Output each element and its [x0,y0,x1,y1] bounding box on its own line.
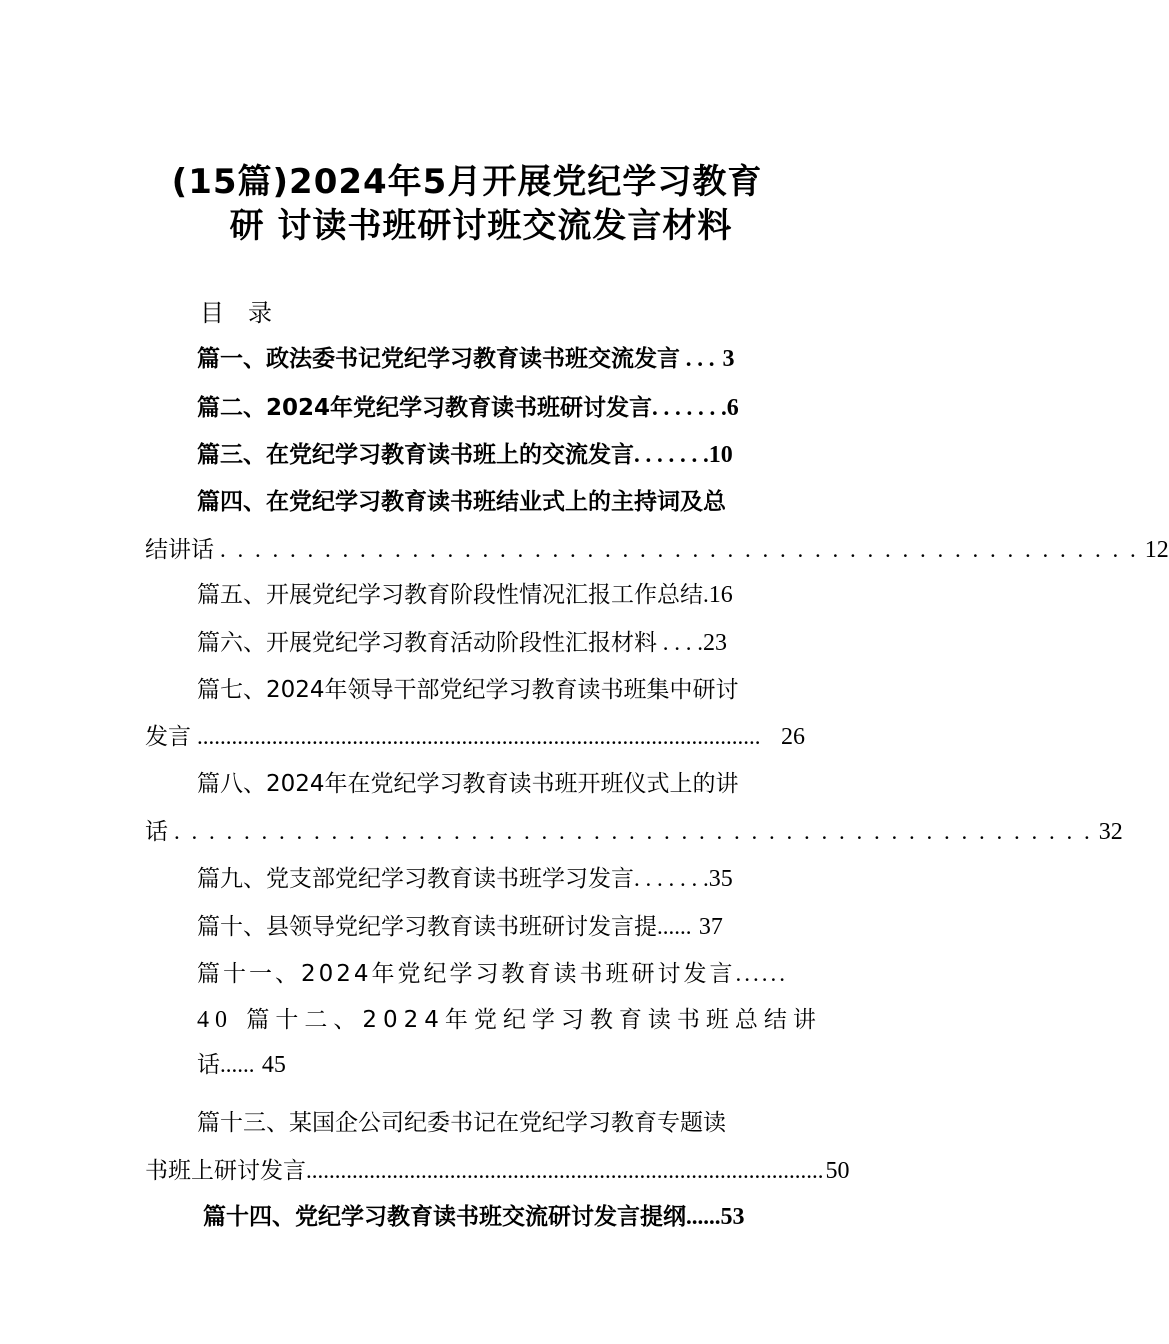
toc-entry-13-page: 50 [825,1158,850,1184]
toc-entry-14-text: 篇十四、党纪学习教育读书班交流研讨发言提纲 [203,1204,686,1230]
toc-entry-6[interactable] [197,624,727,657]
toc-entry-4-continuation[interactable] [145,531,1169,564]
toc-entry-6-leader: . . . . [657,630,703,655]
toc-entry-5-text: 篇五、开展党纪学习教育阶段性情况汇报工作总结 [197,582,703,608]
toc-entry-4-leader: . . . . . . . . . . . . . . . . . . . . . . . . . . . . . . . . . . . . . . . . . . . . . . . . . . . . . [220,537,1139,562]
toc-entry-1-text: 篇一、政法委书记党纪学习教育读书班交流发言 [197,346,680,372]
toc-entry-13[interactable] [197,1104,726,1137]
toc-entry-4[interactable] [197,483,726,516]
toc-entry-8-cont: 话 [145,819,168,845]
toc-entry-11-leader: ...... [735,961,789,986]
toc-entry-7[interactable] [197,671,739,704]
toc-entry-1-leader: . . . [680,346,715,371]
toc-entry-12[interactable] [197,1001,822,1034]
toc-entry-12-continuation[interactable] [197,1046,286,1079]
toc-entry-2-text: 篇二、2024年党纪学习教育读书班研讨发言 [197,395,653,421]
toc-entry-13-text: 篇十三、某国企公司纪委书记在党纪学习教育专题读 [197,1110,726,1136]
toc-entry-5[interactable] [197,576,733,609]
toc-entry-5-leader: . [703,582,709,607]
toc-heading-char-2: 录 [248,299,278,327]
toc-entry-13-leader: .......................................................................................... [306,1158,824,1183]
toc-entry-2[interactable] [197,389,739,422]
toc-entry-12-cont: 话 [197,1052,220,1078]
toc-entry-7-page: 26 [781,724,805,750]
toc-entry-9-leader: . . . . . . . [634,866,709,891]
toc-entry-7-text: 篇七、2024年领导干部党纪学习教育读书班集中研讨 [197,677,739,703]
toc-heading [200,293,278,328]
toc-entry-9-text: 篇九、党支部党纪学习教育读书班学习发言 [197,866,634,892]
toc-entry-14-page: 53 [720,1204,745,1230]
toc-entry-4-page: 12 [1144,537,1169,563]
toc-entry-3[interactable] [197,436,733,469]
toc-entry-10-text: 篇十、县领导党纪学习教育读书班研讨发言提 [197,914,657,940]
toc-entry-2-page: 6 [726,395,739,421]
toc-entry-6-text: 篇六、开展党纪学习教育活动阶段性汇报材料 [197,630,657,656]
toc-entry-7-continuation[interactable] [145,718,805,751]
toc-entry-2-leader: . . . . . . . [652,395,727,420]
toc-entry-9-page: 35 [708,866,733,892]
toc-entry-10-page: 37 [698,914,723,940]
toc-entry-3-page: 10 [708,442,733,468]
toc-entry-14[interactable] [203,1198,745,1231]
toc-entry-7-cont: 发言 [145,724,191,750]
toc-entry-12-page: 45 [261,1052,286,1078]
toc-entry-4-text: 篇四、在党纪学习教育读书班结业式上的主持词及总 [197,489,726,515]
toc-entry-13-continuation[interactable] [145,1152,850,1185]
toc-entry-5-page: 16 [708,582,733,608]
toc-entry-12-text: 篇十二、2024年党纪学习教育读书班总结讲 [246,1007,822,1033]
toc-heading-char-1: 目 [200,299,230,327]
toc-entry-8[interactable] [197,765,739,798]
toc-entry-9[interactable] [197,860,733,893]
toc-entry-8-page: 32 [1098,819,1123,845]
toc-entry-7-leader: .................................................................................................. [197,724,761,749]
toc-entry-10[interactable] [197,908,723,941]
toc-entry-6-page: 23 [703,630,727,656]
toc-entry-13-cont: 书班上研讨发言 [145,1158,306,1184]
toc-entry-11-text: 篇十一、2024年党纪学习教育读书班研讨发言 [197,961,736,987]
toc-entry-8-continuation[interactable] [145,813,1123,846]
toc-entry-12-leader: ...... [220,1052,255,1077]
toc-entry-1[interactable] [197,340,735,373]
toc-entry-11[interactable] [197,955,788,988]
toc-entry-4-cont: 结讲话 [145,537,214,563]
toc-entry-3-leader: . . . . . . . [634,442,709,467]
toc-entry-10-leader: ...... [657,914,692,939]
toc-entry-3-text: 篇三、在党纪学习教育读书班上的交流发言 [197,442,634,468]
document-title-line-1: (15篇)2024年5月开展党纪学习教育 [171,162,763,202]
toc-entry-8-leader: . . . . . . . . . . . . . . . . . . . . . . . . . . . . . . . . . . . . . . . . . . . . . . . . . . . . . [174,819,1093,844]
document-title-line-2: 研 讨读书班研讨班交流发言材料 [229,206,733,246]
toc-entry-1-page: 3 [722,346,735,372]
toc-entry-11-page-inline: 40 [197,1007,233,1033]
toc-entry-14-leader: ...... [686,1204,721,1229]
toc-entry-8-text: 篇八、2024年在党纪学习教育读书班开班仪式上的讲 [197,771,739,797]
